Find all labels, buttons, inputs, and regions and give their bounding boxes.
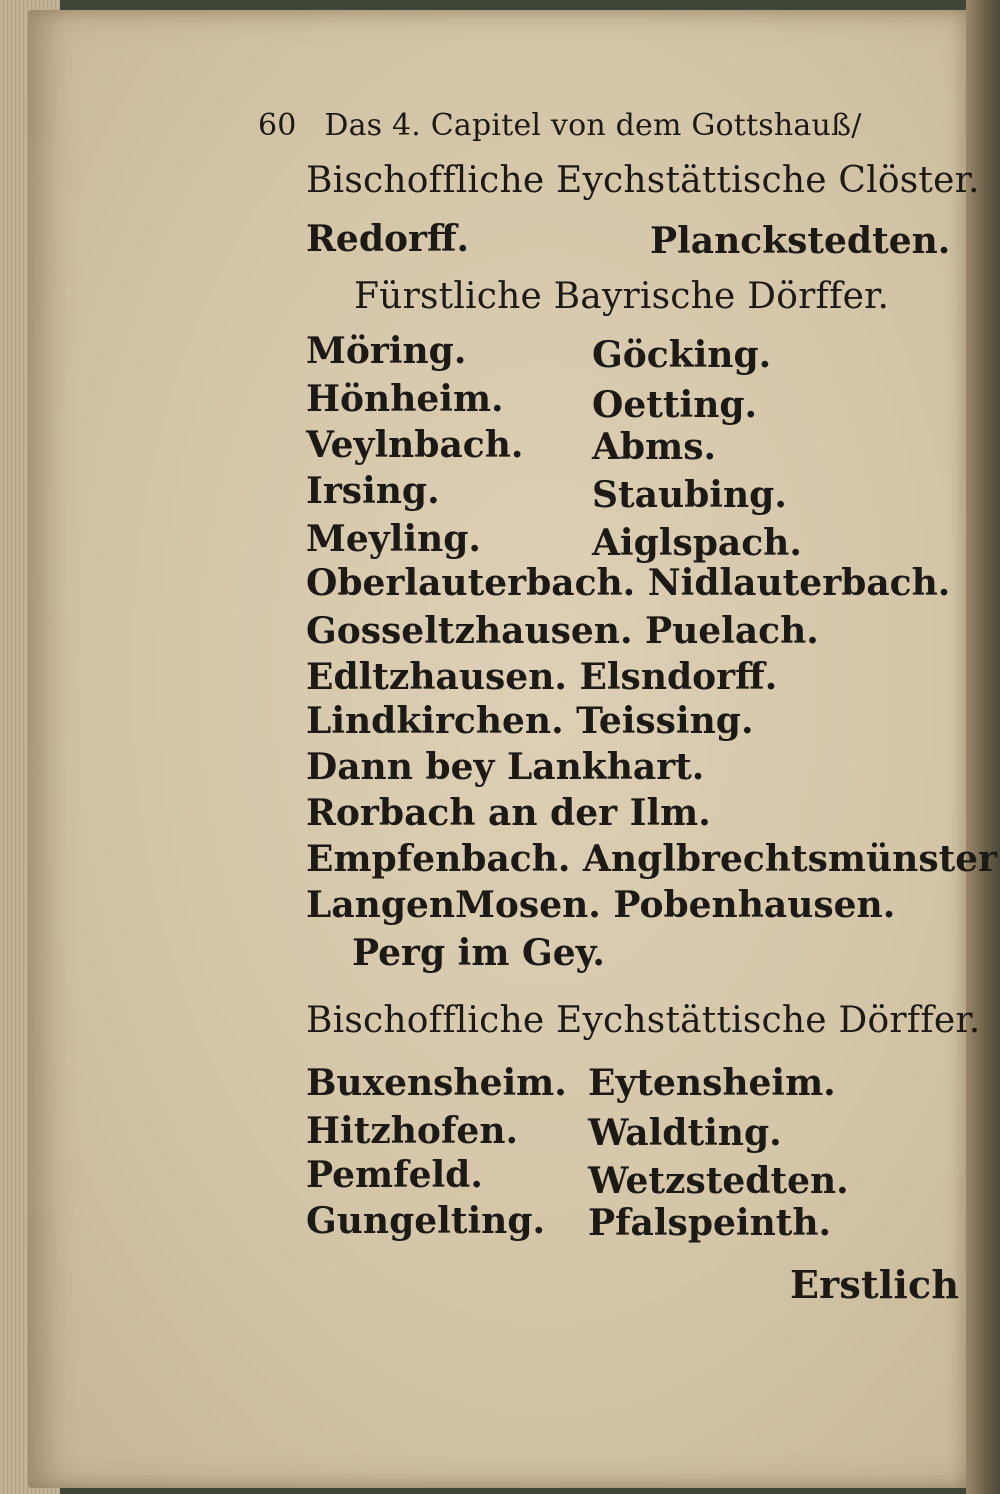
book-gutter (966, 0, 1000, 1494)
list-item: Buxensheim. (306, 1062, 567, 1104)
list-item: Göcking. (592, 334, 772, 376)
list-item: Pfalspeinth. (588, 1202, 832, 1244)
list-item: Planckstedten. (650, 220, 951, 262)
list-item: Veylnbach. (306, 424, 524, 466)
list-item: Eytensheim. (588, 1062, 836, 1104)
list-item: LangenMosen. Pobenhausen. (306, 884, 896, 926)
list-item: Hönheim. (306, 378, 504, 420)
list-item: Edltzhausen. Elsndorff. (306, 656, 778, 698)
list-item: Abms. (592, 426, 716, 468)
list-item: Perg im Gey. (352, 932, 605, 974)
list-item: Dann bey Lankhart. (306, 746, 705, 788)
catchword: Erstlich (790, 1262, 960, 1307)
list-item: Irsing. (306, 470, 440, 512)
list-item: Staubing. (592, 474, 787, 516)
list-item: Gosseltzhausen. Puelach. (306, 610, 819, 652)
section-heading-eychstaett-villages: Bischoffliche Eychstättische Dörffer. (306, 1000, 981, 1041)
list-item: Pemfeld. (306, 1154, 483, 1196)
list-item: Oberlauterbach. Nidlauterbach. (306, 562, 951, 604)
list-item: Rorbach an der Ilm. (306, 792, 711, 834)
section-heading-eychstaett-cloister: Bischoffliche Eychstättische Clöster. (306, 160, 980, 201)
list-item: Redorff. (306, 218, 470, 260)
list-item: Wetzstedten. (588, 1160, 849, 1202)
list-item: Aiglspach. (592, 522, 802, 564)
running-head (258, 108, 862, 143)
list-item: Waldting. (588, 1112, 782, 1154)
section-heading-bavarian-villages: Fürstliche Bayrische Dörffer. (354, 276, 890, 317)
list-item: Lindkirchen. Teissing. (306, 700, 754, 742)
list-item: Oetting. (592, 384, 758, 426)
list-item: Empfenbach. Anglbrechtsmünster (306, 838, 998, 880)
running-title: Das 4. Capitel von dem Gottshauß/ (324, 108, 862, 143)
list-item: Möring. (306, 330, 467, 372)
list-item: Hitzhofen. (306, 1110, 519, 1152)
list-item: Meyling. (306, 518, 481, 560)
page-number: 60 (258, 108, 297, 143)
list-item: Gungelting. (306, 1200, 546, 1242)
